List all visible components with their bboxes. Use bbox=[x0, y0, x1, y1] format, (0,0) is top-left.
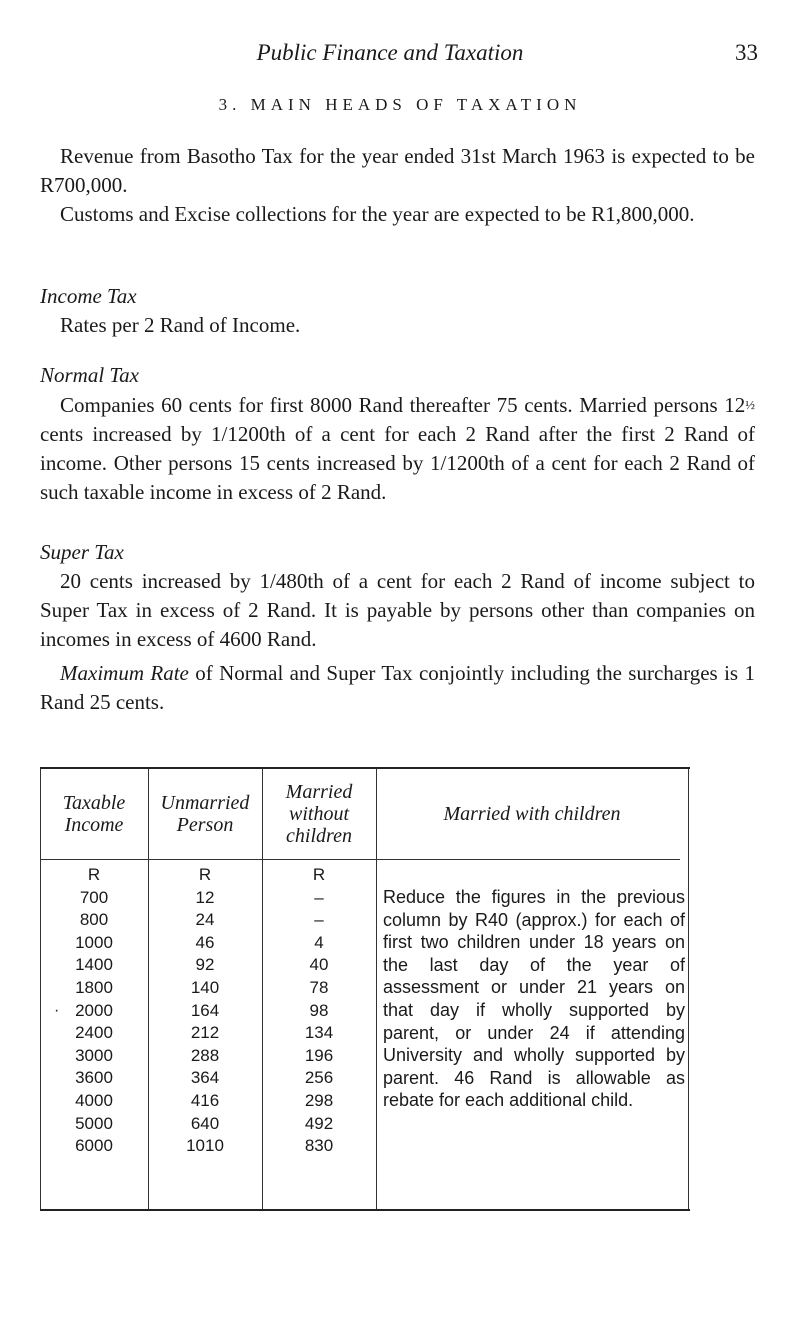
tax-rate-table bbox=[40, 767, 690, 1211]
table-cell: 12 bbox=[195, 887, 215, 907]
table-border-right bbox=[688, 769, 689, 1209]
table-cell: – bbox=[314, 910, 324, 930]
normal-tax-text-b: cents increased by 1/1200th of a cent for each 2 Rand after the first 2 Rand of income. Other persons 15 cents increased by 1/1200th of a cent for each 2 Rand of such taxable income in excess of 2 Rand. bbox=[40, 422, 755, 504]
table-cell: 6000 bbox=[75, 1136, 113, 1156]
header-married-with-children: Married with children bbox=[443, 803, 621, 825]
table-cell: 164 bbox=[190, 1000, 220, 1020]
margin-dot: · bbox=[54, 1002, 60, 1019]
table-cell: 256 bbox=[304, 1068, 334, 1088]
customs-paragraph: Customs and Excise collections for the year are expected to be R1,800,000. bbox=[60, 202, 695, 226]
maximum-rate-block bbox=[40, 659, 755, 717]
running-title: Public Finance and Taxation bbox=[256, 40, 524, 65]
table-cell: 2000 bbox=[75, 1000, 113, 1020]
table-cell: 5000 bbox=[75, 1113, 113, 1133]
table-cell: 4 bbox=[314, 932, 324, 952]
table-cell: 1400 bbox=[75, 955, 113, 975]
normal-tax-text bbox=[40, 390, 755, 507]
income-tax-heading: Income Tax bbox=[40, 284, 137, 308]
table-cell: 24 bbox=[195, 910, 215, 930]
column-married-without-children bbox=[262, 864, 376, 1158]
page-number: 33 bbox=[735, 40, 758, 65]
table-cell: 3600 bbox=[75, 1068, 113, 1088]
table-cell: 3000 bbox=[75, 1045, 113, 1065]
table-cell: 416 bbox=[190, 1090, 220, 1110]
fraction-half: ½ bbox=[745, 397, 755, 412]
table-cell: 640 bbox=[190, 1113, 220, 1133]
table-cell: 140 bbox=[190, 977, 220, 997]
super-tax-text: 20 cents increased by 1/480th of a cent for each 2 Rand of income subject to Super Tax in excess of 2 Rand. It is payable by persons other than companies on incomes in excess of 4600 Rand. bbox=[40, 569, 755, 651]
table-cell: 288 bbox=[190, 1045, 220, 1065]
table-cell: 1010 bbox=[186, 1136, 224, 1156]
table-cell: 78 bbox=[309, 977, 329, 997]
table-cell: 92 bbox=[195, 955, 215, 975]
header-married-without-children: Married without children bbox=[285, 781, 353, 847]
table-cell: – bbox=[314, 887, 324, 907]
super-tax-block bbox=[40, 538, 755, 654]
table-cell: 196 bbox=[304, 1045, 334, 1065]
header-rule bbox=[40, 859, 680, 860]
table-cell: R bbox=[87, 865, 101, 884]
maximum-rate-text bbox=[40, 659, 755, 717]
basotho-tax-paragraph: Revenue from Basotho Tax for the year ended 31st March 1963 is expected to be R700,000. bbox=[40, 144, 755, 197]
table-cell: 800 bbox=[79, 910, 109, 930]
table-cell: 298 bbox=[304, 1090, 334, 1110]
customs-paragraphs bbox=[40, 142, 755, 229]
super-tax-heading: Super Tax bbox=[40, 540, 124, 564]
table-cell: 1000 bbox=[75, 932, 113, 952]
table-cell: 4000 bbox=[75, 1090, 113, 1110]
married-with-children-note: Reduce the figures in the previous column by R40 (approx.) for each of first two children under 18 years on the last day of the year of assessment or under 21 years on that day if wholly supported by parent, or under 24 if attending University and wholly supported by parent. 46 Rand is allowable as rebate for each additional child. bbox=[383, 887, 685, 1111]
table-cell: 98 bbox=[309, 1000, 329, 1020]
normal-tax-heading: Normal Tax bbox=[40, 363, 140, 387]
header-unmarried: Unmarried Person bbox=[160, 792, 250, 836]
table-cell: 40 bbox=[309, 955, 329, 975]
section-heading: 3. MAIN HEADS OF TAXATION bbox=[218, 95, 582, 114]
table-cell: 492 bbox=[304, 1113, 334, 1133]
income-tax-text: Rates per 2 Rand of Income. bbox=[60, 313, 301, 337]
table-cell: 2400 bbox=[75, 1023, 113, 1043]
table-cell: 700 bbox=[79, 887, 109, 907]
table-cell: R bbox=[198, 865, 212, 884]
table-cell: 212 bbox=[190, 1023, 220, 1043]
normal-tax-text-a: Companies 60 cents for first 8000 Rand thereafter 75 cents. Married persons 12 bbox=[60, 393, 746, 417]
table-cell: 1800 bbox=[75, 977, 113, 997]
table-cell: R bbox=[312, 865, 326, 884]
running-head bbox=[40, 40, 758, 70]
table-cell: 830 bbox=[304, 1136, 334, 1156]
header-taxable-income: Taxable Income bbox=[62, 792, 126, 836]
column-unmarried bbox=[148, 864, 262, 1158]
normal-tax-block bbox=[40, 361, 755, 507]
income-tax-block bbox=[40, 282, 755, 340]
maximum-rate-body: of Normal and Super Tax conjointly including the surcharges is 1 Rand 25 cents. bbox=[40, 661, 755, 714]
table-cell: 364 bbox=[190, 1068, 220, 1088]
table-cell: 134 bbox=[304, 1023, 334, 1043]
table-cell: 46 bbox=[195, 932, 215, 952]
maximum-rate-heading: Maximum Rate bbox=[60, 661, 189, 685]
